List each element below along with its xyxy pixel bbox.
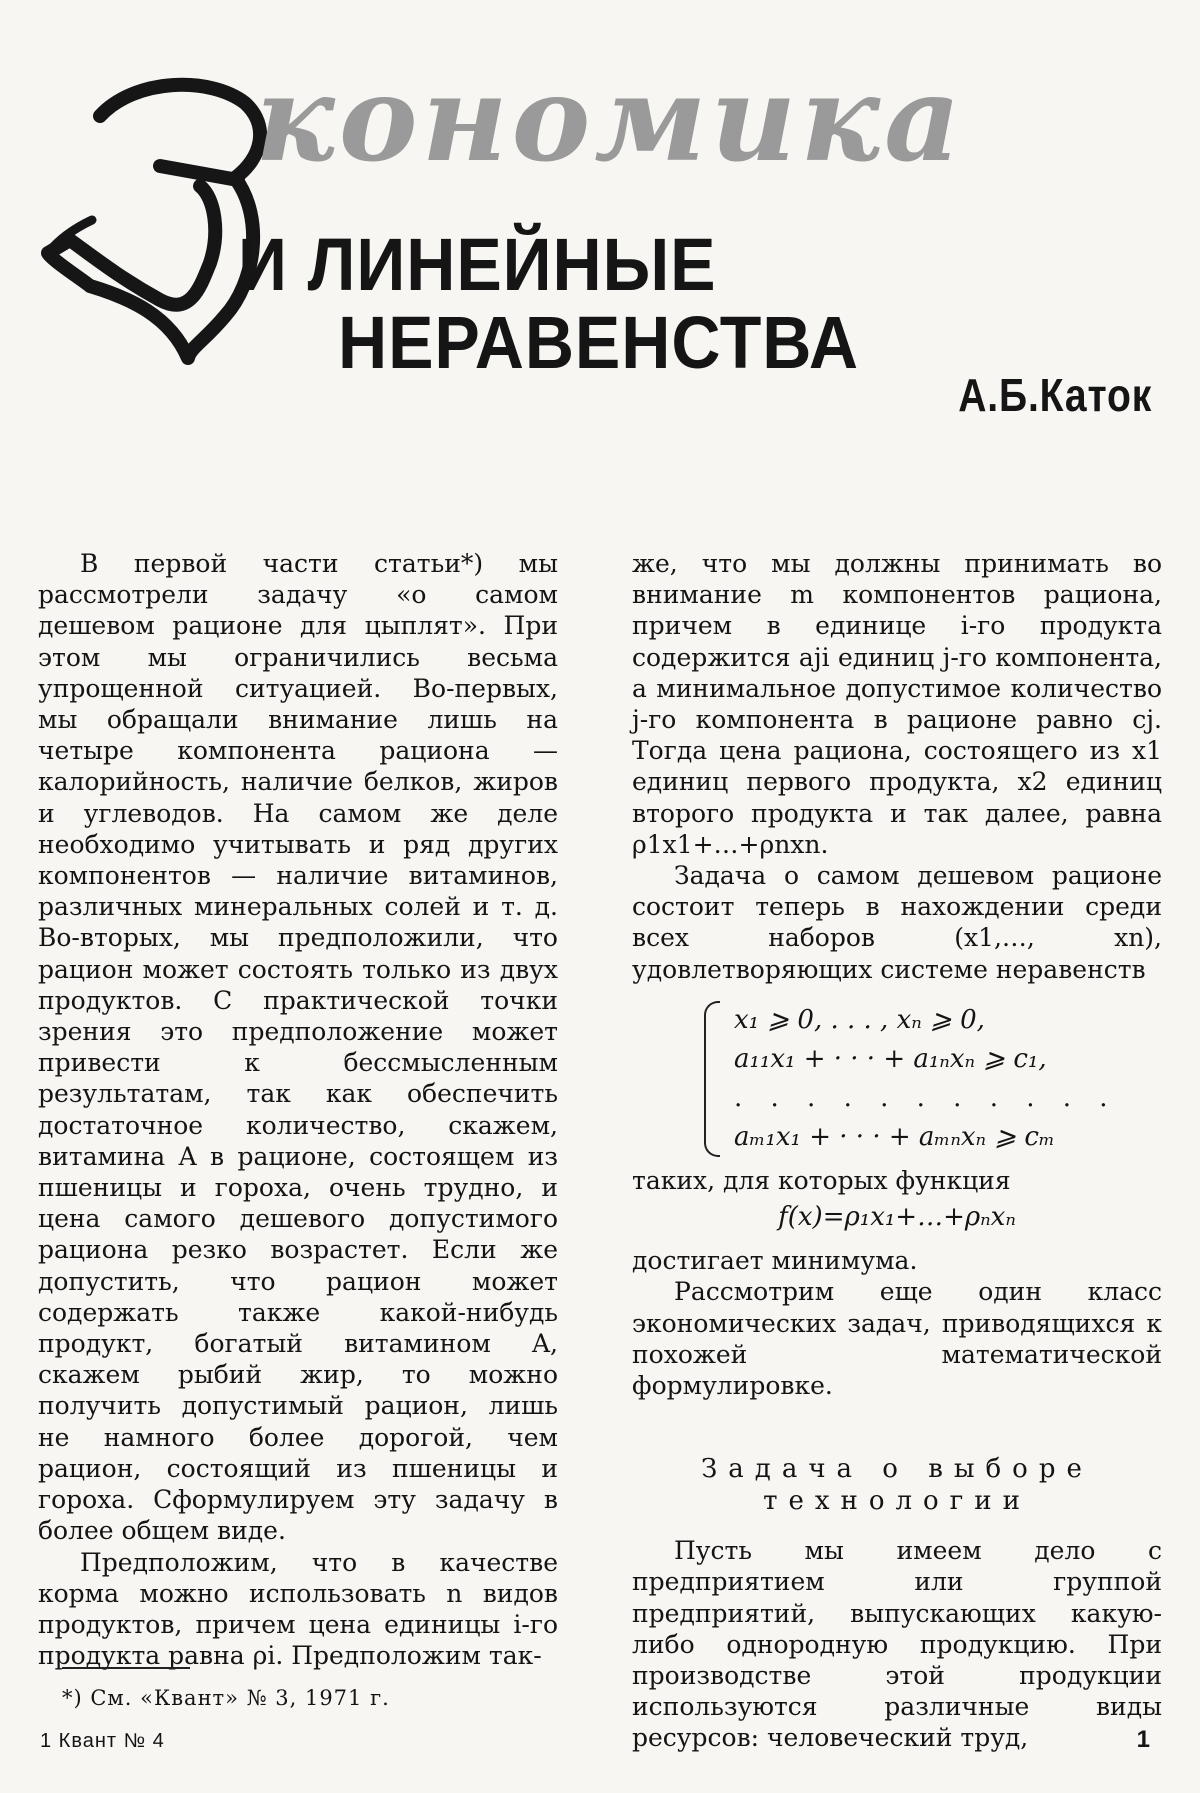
paragraph: Предположим, что в качестве корма можно использовать n видов продуктов, причем цена единицы i-го продукта равна ρi. Предположим так- — [38, 1547, 558, 1671]
system-line: a₁₁x₁ + · · · + a₁ₙxₙ ⩾ c₁, — [734, 1043, 1047, 1074]
title-script-word: кономика — [255, 49, 965, 188]
paragraph: достигает минимума. — [632, 1246, 918, 1276]
paragraph: таких, для которых функция — [632, 1165, 1011, 1195]
section-heading — [632, 1453, 1162, 1517]
title-line-2: НЕРАВЕНСТВА — [338, 301, 860, 384]
paragraph: Пусть мы имеем дело с предприятием или группой предприятий, выпускающих какую-либо однородную продукцию. При производстве этой продукции используются различные виды ресурсов: человеческий труд, — [632, 1536, 1162, 1753]
paragraph: В первой части статьи*) мы рассмотрели задачу «о самом дешевом рационе для цыплят». При этом мы ограничились весьма упрощенной ситуацией. Во-первых, мы обращали внимание лишь на четыре компонента рациона — калорийность, наличие белков, жиров и углеводов. На самом же деле необходимо учитывать и ряд других компонентов — наличие витаминов, различных минеральных солей и т. д. Во-вторых, мы предположили, что рацион может состоять только из двух продуктов. С практической точки зрения это предположение может привести к бессмысленным результатам, так как обеспечить достаточное количество, скажем, витамина A в рационе, состоящем из пшеницы и гороха, очень трудно, и цена самого дешевого допустимого рациона резко возрастет. Если же допустить, что рацион может содержать также какой-нибудь продукт, богатый витамином A, скажем рыбий жир, то можно получить допустимый рацион, лишь не намного более дорогой, чем рацион, состоящий из пшеницы и гороха. Сформулируем эту задачу в более общем виде. — [38, 549, 558, 1546]
left-brace — [704, 1001, 720, 1157]
system-line: x₁ ⩾ 0, . . . , xₙ ⩾ 0, — [734, 1004, 985, 1035]
paragraph: же, что мы должны принимать во внимание m компонентов рациона, причем в единице i-го продукта содержится aji единиц j-го компонента, а минимальное допустимое количество j-го компонента в рационе равно cj. Тогда цена рациона, состоящего из x1 единиц первого продукта, x2 единиц второго продукта и так далее, равна ρ1x1+…+ρnxn. — [632, 549, 1162, 859]
paragraph: Задача о самом дешевом рационе состоит теперь в нахождении среди всех наборов (x1,…, xn), удовлетворяющих системе неравенств — [632, 861, 1162, 984]
right-column — [632, 548, 1162, 1754]
system-line: . . . . . . . . . . . — [734, 1082, 1118, 1113]
author-name: А.Б.Каток — [958, 369, 1152, 421]
section-heading-line: Задача о выборе — [701, 1454, 1093, 1485]
paragraph: Рассмотрим еще один класс экономических задач, приводящихся к похожей математической формулировке. — [632, 1277, 1162, 1401]
objective-formula: f(x)=ρ₁x₁+…+ρₙxₙ — [778, 1202, 1016, 1233]
left-column — [38, 548, 558, 1671]
decorative-initial-e — [40, 48, 280, 368]
footer-issue: 1 Квант № 4 — [40, 1730, 165, 1752]
footnote-rule — [62, 1667, 190, 1669]
inequality-system — [704, 1001, 1162, 1157]
section-heading-line: технологии — [763, 1486, 1031, 1517]
title-line-1: И ЛИНЕЙНЫЕ — [238, 223, 717, 306]
system-line: aₘ₁x₁ + · · · + aₘₙxₙ ⩾ cₘ — [734, 1121, 1055, 1152]
footnote: *) См. «Квант» № 3, 1971 г. — [62, 1686, 390, 1710]
page-number: 1 — [1136, 1726, 1150, 1753]
